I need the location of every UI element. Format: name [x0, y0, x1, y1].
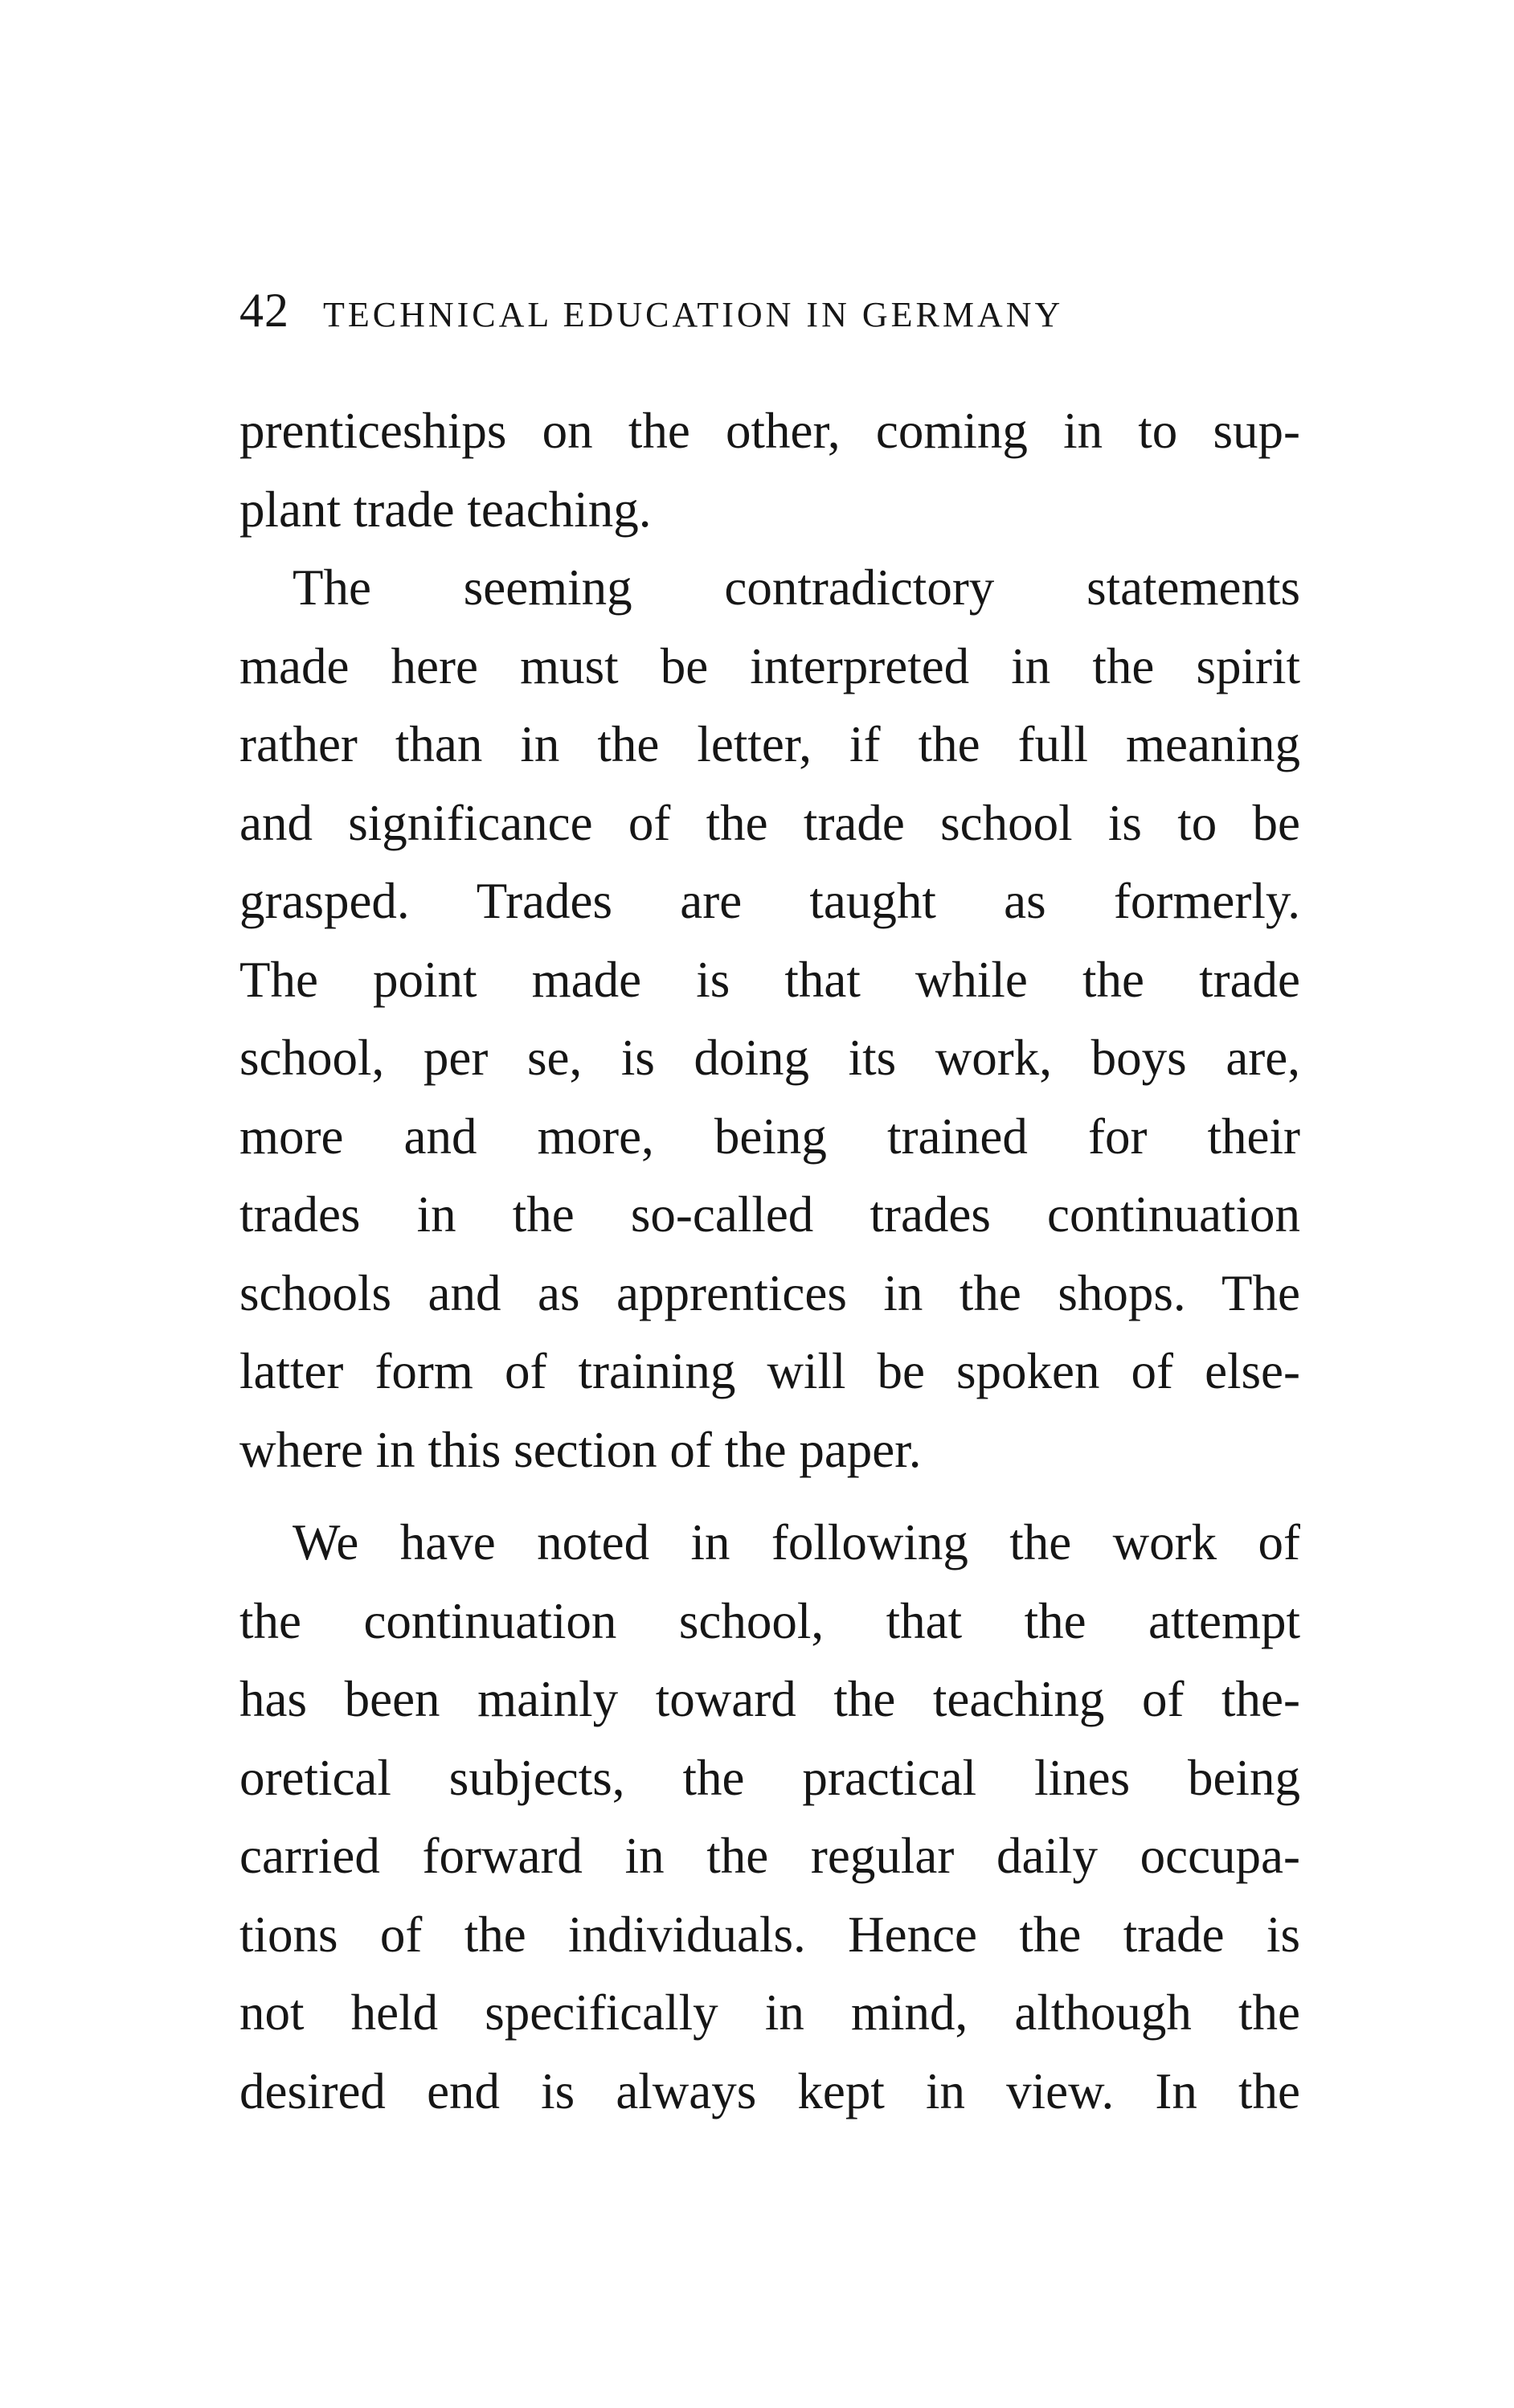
- body-text: [239, 392, 1300, 2131]
- text-line: and significance of the trade school is to be: [239, 794, 1300, 851]
- text-line: made here must be interpreted in the spirit: [239, 637, 1300, 694]
- text-line: where in this section of the paper.: [239, 1421, 922, 1478]
- page-number: 42: [239, 284, 289, 337]
- text-line: The point made is that while the trade: [239, 951, 1300, 1008]
- text-line: oretical subjects, the practical lines being: [239, 1749, 1300, 1806]
- text-line: latter form of training will be spoken of else-: [239, 1343, 1300, 1399]
- text-line: trades in the so-called trades continuation: [239, 1186, 1300, 1243]
- paragraph: [239, 392, 1300, 549]
- text-line: the continuation school, that the attempt: [239, 1592, 1300, 1649]
- text-line: schools and as apprentices in the shops. The: [239, 1264, 1300, 1321]
- text-line: carried forward in the regular daily occupa-: [239, 1828, 1300, 1884]
- text-line: The seeming contradictory statements: [293, 559, 1300, 616]
- text-line: We have noted in following the work of: [293, 1514, 1300, 1571]
- text-line: rather than in the letter, if the full meaning: [239, 716, 1300, 772]
- text-line: not held specifically in mind, although the: [239, 1984, 1300, 2041]
- text-line: has been mainly toward the teaching of the-: [239, 1671, 1300, 1727]
- text-line: desired end is always kept in view. In the: [239, 2062, 1300, 2119]
- text-line: prenticeships on the other, coming in to sup-: [239, 403, 1300, 459]
- text-line: school, per se, is doing its work, boys are,: [239, 1030, 1300, 1086]
- running-title: TECHNICAL EDUCATION IN GERMANY: [323, 295, 1064, 334]
- text-line: plant trade teaching.: [239, 481, 652, 538]
- text-line: tions of the individuals. Hence the trade is: [239, 1906, 1300, 1963]
- text-line: grasped. Trades are taught as formerly.: [239, 873, 1300, 929]
- running-head: [239, 283, 1316, 347]
- paragraph: [239, 1504, 1300, 2131]
- paragraph: [239, 549, 1300, 1489]
- text-line: more and more, being trained for their: [239, 1108, 1300, 1165]
